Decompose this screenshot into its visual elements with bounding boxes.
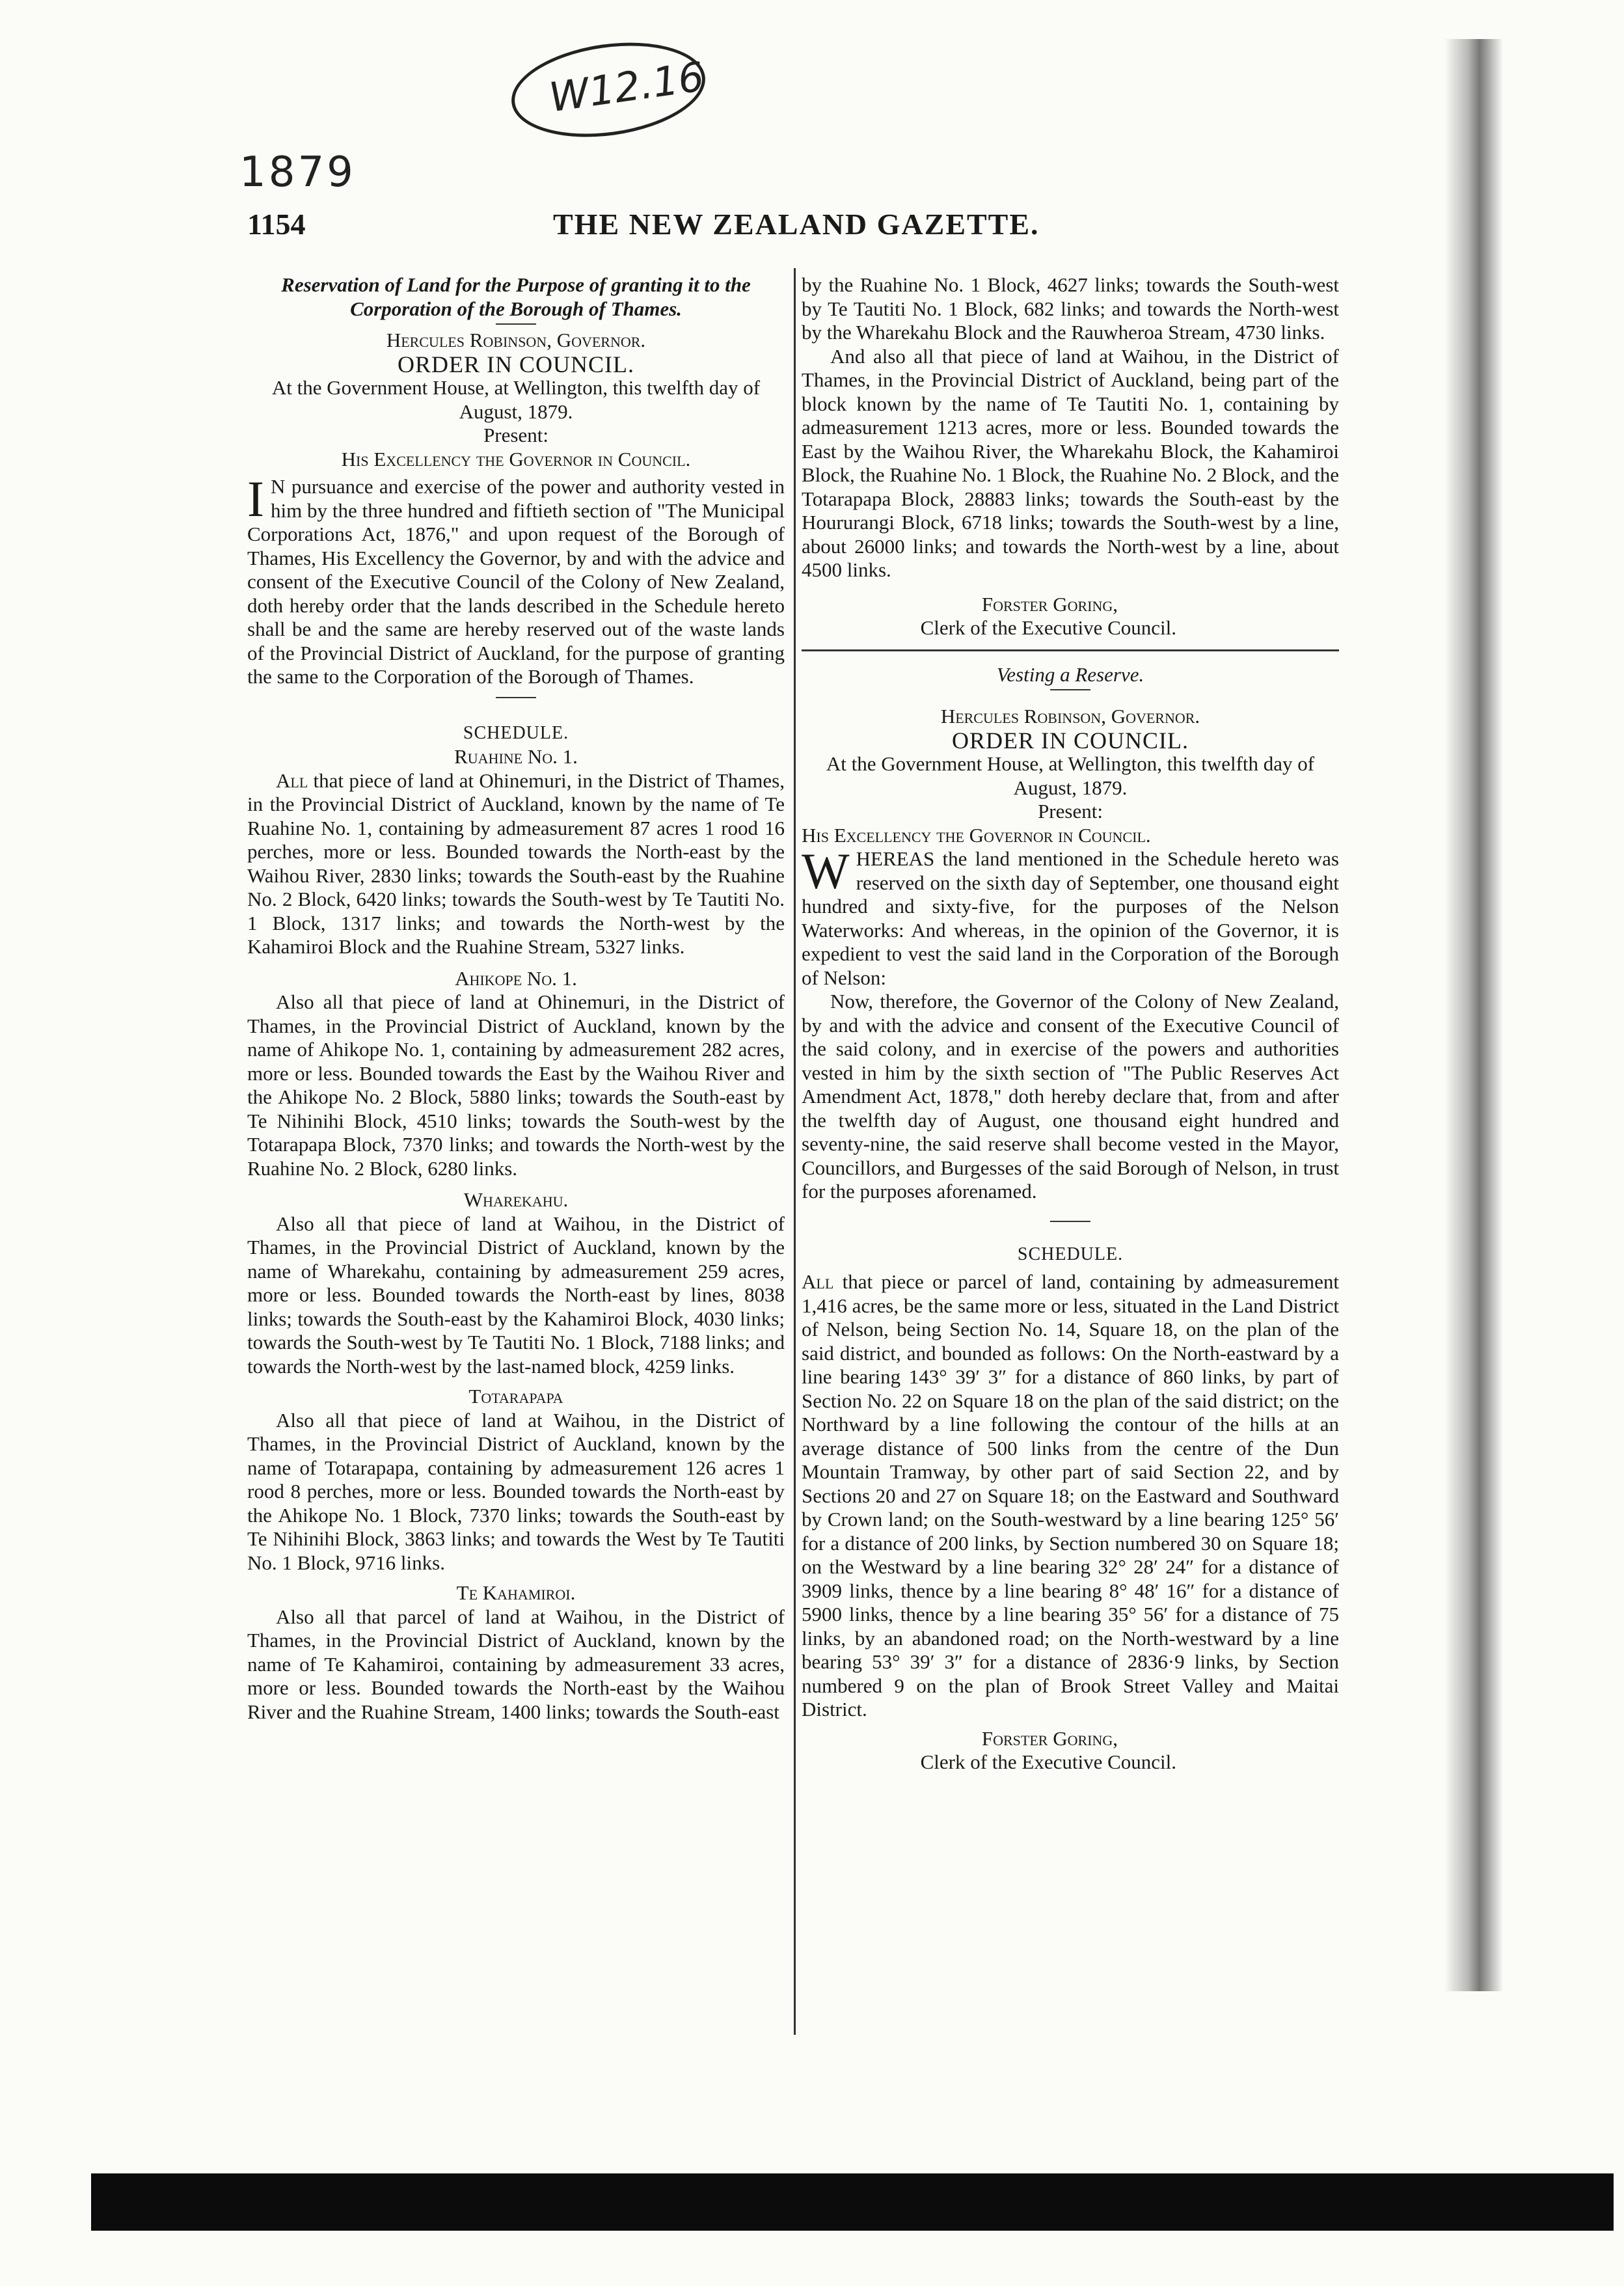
order-in-council-heading: ORDER IN COUNCIL. xyxy=(398,351,634,377)
handwritten-oval-annotation xyxy=(506,31,712,148)
block-totarapapa-text: Also all that piece of land at Waihou, in the District of Thames, in the Provincial District of Auckland, known by the name of Totarapapa, containing by admeasurement 126 acres 1 rood 8 perches, more or less. Bounded towards the North-east by the Ahikope No. 1 Block, 7370 links; towards the South-east by Te Nihinihi Block, 3863 links; and towards the West by Te Tautiti No. 1 Block, 9716 links. xyxy=(247,1408,785,1574)
schedule-text: that piece or parcel of land, containing by admeasurement 1,416 acres, be the same more or less, situated in the Land District of Nelson, being Section No. 14, Square 18, on the plan of the said district, and bounded as follows: On the North-eastward by a line bearing 143° 39′ 3″ for a distance of 860 links, by part of Section No. 22 on Square 18 on the plan of the said district; on the Northward by a line following the contour of the hills at an average distance of 500 links from the centre of the Dun Mountain Tramway, by other part of said Section 22, and by Sections 20 and 27 on Square 18; on the Eastward and Southward by Crown land; on the South-westward by a line bearing 125° 56′ for a distance of 200 links, by Section numbered 30 on Square 18; on the Westward by a line bearing 32° 28′ 24″ for a distance of 3909 links, thence by a line bearing 8° 48′ 16″ for a distance of 5900 links, thence by a line bearing 35° 56′ for a distance of 75 links, by an abandoned road; on the North-westward by a line bearing 53° 39′ 3″ for a distance of 2836·9 links, by Section numbered 9 on the plan of Brook Street Valley and Maitai District. xyxy=(802,1270,1339,1721)
gazette-title: THE NEW ZEALAND GAZETTE. xyxy=(553,208,1040,241)
now-therefore-paragraph: Now, therefore, the Governor of the Colony of New Zealand, by and with the advice and consent of the Executive Council of the said colony, and in exercise of the powers and authorities vested in him by the sixth section of "The Public Reserves Act Amendment Act, 1878," doth hereby declare that, from and after the twelfth day of August, one thousand eight hundred and seventy-nine, the said reserve shall become vested in the Mayor, Councillors, and Burgesses of the said Borough of Nelson, in trust for the purposes aforenamed. xyxy=(802,990,1339,1203)
signature-title: Clerk of the Executive Council. xyxy=(920,616,1176,639)
governor-line: Hercules Robinson, Governor. xyxy=(386,329,646,351)
divider xyxy=(1050,1221,1090,1222)
right-column xyxy=(802,273,1339,1775)
council-line: His Excellency the Governor in Council. xyxy=(802,823,1151,847)
present-label: Present: xyxy=(483,424,548,446)
divider xyxy=(1050,689,1090,690)
handwritten-year-note: 1879 xyxy=(239,148,356,197)
signature-title: Clerk of the Executive Council. xyxy=(920,1750,1176,1773)
block-kahamiroi-text: Also all that parcel of land at Waihou, in the District of Thames, in the Provincial District of Auckland, known by the name of Te Kahamiroi, containing by admeasurement 33 acres, more or less. Bounded towards the North-east by the Waihou River and the Ruahine Stream, 1400 links; towards the South-east xyxy=(247,1605,785,1723)
drop-cap: W xyxy=(802,843,850,899)
governor-line: Hercules Robinson, Governor. xyxy=(940,705,1200,728)
whereas-paragraph xyxy=(802,843,1339,990)
lead-word: All xyxy=(276,769,308,792)
block-wharekahu-text: Also all that piece of land at Waihou, in the District of Thames, in the Provincial District of Auckland, known by the name of Wharekahu, containing by admeasurement 259 acres, more or less. Bounded towards the North-east by lines, 8038 links; towards the South-east by the Kahamiroi Block, 4030 links; towards the South-west by Te Tautiti No. 1 Block, 7188 links; and towards the North-west by the last-named block, 4259 links. xyxy=(247,1212,785,1378)
scan-border-bar xyxy=(91,2173,1614,2231)
whereas-text: HEREAS the land mentioned in the Schedule hereto was reserved on the sixth day of September, one thousand eight hundred and sixty-five, for the purposes of the Nelson Waterworks: And whereas, in the opinion of the Governor, it is expedient to vest the said land in the Corporation of the Borough of Nelson: xyxy=(802,847,1339,989)
page-number: 1154 xyxy=(247,208,306,241)
signature-name: Forster Goring, xyxy=(981,1726,1118,1750)
notice-heading: Reservation of Land for the Purpose of granting it to the Corporation of the Borough of Thames. xyxy=(281,273,751,320)
left-column xyxy=(247,273,785,1724)
intro-text: N pursuance and exercise of the power and authority vested in him by the three hundred and fiftieth section of "The Municipal Corporations Act, 1876," and upon request of the Borough of Thames, His Excellency the Governor, by and with the advice and consent of the Executive Council of the Colony of New Zealand, doth hereby order that the lands described in the Schedule hereto shall be and the same are hereby reserved out of the waste lands of the Provincial District of Auckland, for the purpose of granting the same to the Corporation of the Borough of Thames. xyxy=(247,475,785,688)
block-title-totarapapa: Totarapapa xyxy=(468,1385,563,1408)
divider xyxy=(496,697,536,698)
schedule-heading: SCHEDULE. xyxy=(463,722,569,743)
section-rule xyxy=(802,649,1339,651)
signature-name: Forster Goring, xyxy=(981,592,1118,616)
block-text: that piece of land at Ohinemuri, in the District of Thames, in the Provincial District of Auckland, known by the name of Te Ruahine No. 1, containing by admeasurement 87 acres 1 rood 16 perches, more or less. Bounded towards the North-east by the Waihou River, 2830 links; towards the South-east by the Ruahine No. 2 Block, 6420 links; towards the South-west by Te Tautiti No. 1 Block, 1317 links; and towards the North-west by the Kahamiroi Block and the Ruahine Stream, 5327 links. xyxy=(247,769,785,958)
block-ruahine-text xyxy=(247,769,785,959)
present-label: Present: xyxy=(1038,800,1103,823)
location-date: At the Government House, at Wellington, this twelfth day of August, 1879. xyxy=(826,752,1315,799)
divider xyxy=(496,323,536,325)
oval-text: W12.16 xyxy=(546,52,707,122)
block-title-ruahine: Ruahine No. 1. xyxy=(454,745,578,768)
location-date: At the Government House, at Wellington, this twelfth day of August, 1879. xyxy=(271,376,761,423)
order-in-council-heading: ORDER IN COUNCIL. xyxy=(952,727,1189,754)
binding-edge-shadow xyxy=(1444,39,1503,1991)
continued-text: by the Ruahine No. 1 Block, 4627 links; towards the South-west by Te Tautiti No. 1 Block, 682 links; and towards the North-west by the Wharekahu Block and the Rauwheroa Stream, 4730 links. xyxy=(802,273,1339,344)
block-title-wharekahu: Wharekahu. xyxy=(463,1188,569,1211)
nelson-schedule-text xyxy=(802,1270,1339,1722)
schedule-heading: SCHEDULE. xyxy=(1017,1244,1124,1264)
te-tautiti-paragraph: And also all that piece of land at Waihou, in the District of Thames, in the Provincial District of Auckland, being part of the block known by the name of Te Tautiti No. 1, containing by admeasurement 1213 acres, more or less. Bounded towards the East by the Waihou River, the Wharekahu Block, the Kahamiroi Block, the Ruahine No. 1 Block, the Ruahine No. 2 Block, and the Totarapapa Block, 28883 links; towards the South-east by the Hoururangi Block, 6718 links; towards the South-west by a line, about 26000 links; and towards the North-west by a line, about 4500 links. xyxy=(802,344,1339,581)
block-title-ahikope: Ahikope No. 1. xyxy=(455,966,577,990)
intro-paragraph xyxy=(247,470,785,689)
lead-word: All xyxy=(802,1270,834,1293)
column-divider xyxy=(794,268,796,2035)
council-line: His Excellency the Governor in Council. xyxy=(341,447,691,470)
block-title-kahamiroi: Te Kahamiroi. xyxy=(456,1581,576,1604)
block-ahikope-text: Also all that piece of land at Ohinemuri, in the District of Thames, in the Provincial District of Auckland, known by the name of Ahikope No. 1, containing by admeasurement 282 acres, more or less. Bounded towards the East by the Waihou River and the Ahikope No. 2 Block, 5880 links; towards the South-east by Te Nihinihi Block, 4510 links; towards the South-west by the Totarapapa Block, 7370 links; and towards the North-west by the Ruahine No. 2 Block, 6280 links. xyxy=(247,990,785,1180)
notice-heading-vesting: Vesting a Reserve. xyxy=(996,662,1144,686)
drop-cap: I xyxy=(247,470,264,527)
